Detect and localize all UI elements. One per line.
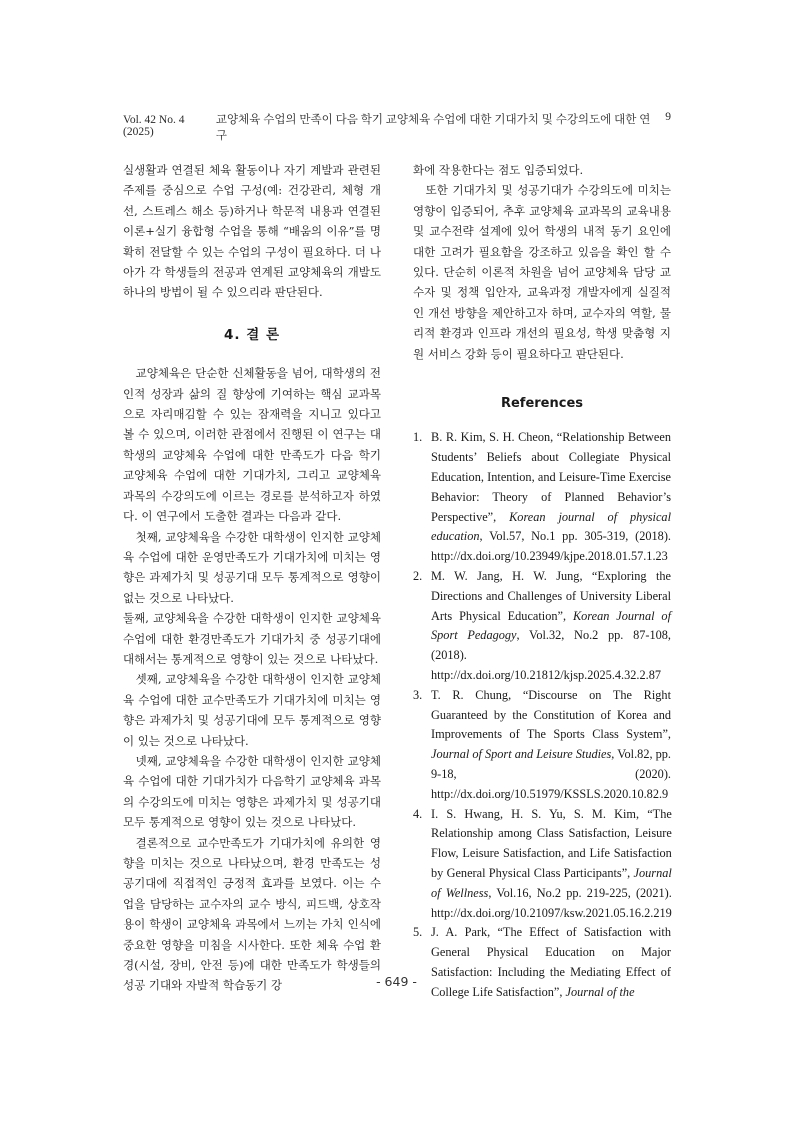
reference-journal: Journal of Sport and Leisure Studies (431, 747, 612, 762)
reference-number: 2. (413, 569, 423, 584)
reference-number: 3. (413, 687, 423, 702)
journal-volume: Vol. 42 No. 4 (2025) (123, 114, 185, 138)
reference-number: 1. (413, 430, 423, 445)
page-footer-number: - 649 - (376, 974, 417, 989)
reference-text (431, 923, 671, 1002)
reference-authors-title: I. S. Hwang, H. S. Yu, S. M. Kim, “The Relationship among Class Satisfaction, Leisure Flow, Leisure Satisfaction, and Life Satisfaction by General Physical Class Participants”, (431, 806, 672, 880)
paragraph: 넷째, 교양체육을 수강한 대학생이 인지한 교양체육 수업에 대한 기대가치가 다음학기 교양체육 과목의 수강의도에 미치는 영향은 과제가치 및 성공기대 모두 통계적으로 영향이 있는 것으로 나타났다. (123, 753, 381, 830)
reference-text (431, 428, 671, 567)
paragraph: 셋째, 교양체육을 수강한 대학생이 인지한 교양체육 수업에 대한 교수만족도가 기대가치에 미치는 영향은 과제가치 및 성공기대에 모두 통계적으로 영향이 있는 것으로 나타났다. (123, 672, 381, 748)
references-heading: References (500, 396, 584, 412)
paragraph: 화에 작용한다는 점도 입증되었다. (413, 163, 584, 177)
right-column (413, 160, 671, 1003)
reference-details: , Vol.57, No.1 pp. 305-319, (2018). http://dx.doi.org/10.23949/kjpe.2018.01.57.1.23 (431, 529, 671, 564)
reference-number: 5. (413, 925, 423, 940)
reference-text (431, 805, 672, 924)
reference-details: , Vol.16, No.2 pp. 219-225, (2021). http://dx.doi.org/10.21097/ksw.2021.05.16.2.219 (431, 885, 672, 920)
running-header (123, 111, 671, 143)
reference-number: 4. (413, 806, 423, 821)
reference-item (413, 923, 671, 1002)
reference-item (413, 428, 671, 567)
reference-authors-title: T. R. Chung, “Discourse on The Right Guaranteed by the Constitution of Korea and Improvements of The Sports Class System”, (431, 687, 671, 742)
reference-journal: Korean journal of physical education (431, 509, 671, 544)
paragraph: 첫째, 교양체육을 수강한 대학생이 인지한 교양체육 수업에 대한 운영만족도가 기대가치에 미치는 영향은 과제가치 및 성공기대 모두 통계적으로 영향이 없는 것으로 나타났다. (123, 529, 381, 605)
reference-details: , Vol.82, pp. 9-18, (2020). http://dx.doi.org/10.51979/KSSLS.2020.10.82.9 (431, 747, 671, 801)
reference-text (431, 567, 671, 686)
reference-item (413, 805, 671, 924)
reference-authors-title: M. W. Jang, H. W. Jung, “Exploring the Directions and Challenges of University Liberal Arts Physical Education”, (431, 569, 671, 623)
left-column (123, 160, 381, 996)
reference-text (431, 686, 671, 805)
section-heading-conclusion: 4. 결 론 (223, 326, 280, 343)
reference-list (413, 428, 671, 1002)
reference-item (413, 567, 671, 686)
reference-item (413, 686, 671, 805)
paragraph: 또한 기대가치 및 성공기대가 수강의도에 미치는 영향이 입증되어, 추후 교양체육 교과목의 교육내용 및 교수전략 설계에 있어 학생의 내적 동기 요인에 대한 고려가 필요함을 강조하고 있음을 확인 할 수 있다. 단순히 이론적 차원을 넘어 교양체육 담당 교수자 및 정책 입안자, 교육과정 개발자에게 실질적인 개선 방향을 제안하고자 하며, 교수자의 역할, 물리적 환경과 인프라 개선의 필요성, 학생 맞춤형 지원 서비스 강화 등이 필요하다고 판단된다. (413, 183, 671, 361)
reference-journal: Korean Journal of Sport Pedagogy (431, 608, 671, 643)
header-page-number: 9 (665, 111, 671, 123)
running-title: 교양체육 수업의 만족이 다음 학기 교양체육 수업에 대한 기대가치 및 수강의도에 대한 연구 (215, 114, 651, 142)
paragraph: 실생활과 연결된 체육 활동이나 자기 계발과 관련된 주제를 중심으로 수업 구성(예: 건강관리, 체형 개선, 스트레스 해소 등)하거나 학문적 내용과 연결된 이론+실기 융합형 수업을 통해 “배움의 이유”를 명확히 전달할 수 있는 수업의 구성이 필요하다. 더 나아가 각 학생들의 전공과 연계된 교양체육의 개발도 하나의 방법이 될 수 있으리라 판단된다. (123, 163, 381, 300)
paragraph: 둘째, 교양체육을 수강한 대학생이 인지한 교양체육 수업에 대한 환경만족도가 기대가치 중 성공기대에 대해서는 통계적으로 영향이 있는 것으로 나타났다. (123, 611, 381, 666)
reference-authors-title: B. R. Kim, S. H. Cheon, “Relationship Between Students’ Beliefs about Collegiate Physical Education, Intention, and Leisure-Time Exercise Behavior: Theory of Planned Behavior’s Perspective”, (431, 430, 671, 524)
reference-journal: Journal of the (565, 984, 635, 999)
reference-details: , Vol.32, No.2 pp. 87-108, (2018). http://dx.doi.org/10.21812/kjsp.2025.4.32.2.87 (431, 628, 671, 683)
paragraph: 교양체육은 단순한 신체활동을 넘어, 대학생의 전인적 성장과 삶의 질 향상에 기여하는 핵심 교과목으로 자리매김할 수 있는 잠재력을 지니고 있다고 볼 수 있으며, 이러한 관점에서 진행된 이 연구는 대학생의 교양체육 수업에 대한 만족도가 다음 학기 교양체육 수업에 대한 기대가치, 그리고 교양체육 과목의 수강의도에 이르는 경로를 분석하고자 하였다. 이 연구에서 도출한 결과는 다음과 같다. (123, 366, 381, 524)
reference-journal: Journal of Wellness (431, 866, 672, 900)
paragraph: 결론적으로 교수만족도가 기대가치에 유의한 영향을 미치는 것으로 나타났으며, 환경 만족도는 성공기대에 직접적인 긍정적 효과를 보였다. 이는 수업을 담당하는 교수자의 교수 방식, 피드백, 상호작용이 학생이 교양체육 과목에서 느끼는 가치 인식에 중요한 영향을 미침을 시사한다. 또한 체육 수업 환경(시설, 장비, 안전 등)에 대한 만족도가 학생들의 성공 기대와 자발적 학습동기 강 (123, 835, 381, 993)
reference-authors-title: J. A. Park, “The Effect of Satisfaction with General Physical Education on Major Satisfaction: Including the Mediating Effect of College Life Satisfaction”, (431, 925, 671, 999)
